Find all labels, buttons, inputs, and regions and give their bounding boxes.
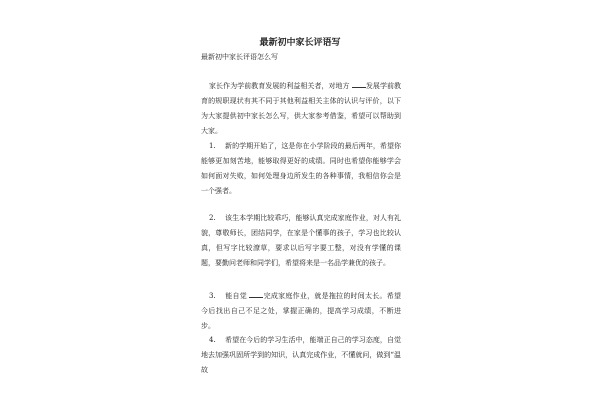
document-subtitle: 最新初中家长评语怎么写 [201,53,278,61]
list-item [201,139,401,199]
intro-text-a: 家长作为学前教育发展的利益相关者，对地方 [209,82,350,90]
item-text-a: 能自觉 [225,292,247,300]
item-number: 1. [209,142,216,150]
list-item [201,211,401,271]
item-number: 2. [209,214,216,222]
fill-blank-line [249,291,263,298]
list-item [201,333,401,378]
intro-paragraph [201,79,401,139]
list-item [201,289,401,334]
document-title: 最新初中家长评语写 [259,38,341,48]
intro-text-b: 发展学前教育的规职现状有其不同于其他利益相关主体的认识与评价，以下为大家提供初中家长怎么写，供大家参考借鉴，希望可以帮助到大家。 [201,82,402,135]
item-number: 3. [209,292,216,300]
item-text: 新的学期开始了，这是你在小学阶段的最后两年，希望你能够更加刻苦地，能够取得更好的成绩。同时也希望你能够学会如何面对失败，如何处理身边所发生的各种事情，我相信你会是一个强者。 [201,142,401,195]
fill-blank-line [352,81,366,88]
item-text-b: 完成家庭作业，就是拖拉的时间太长。希望今后找出自己不足之处，掌握正确的，提高学习成绩，不断进步。 [201,292,402,330]
item-number: 4. [209,336,216,344]
item-text: 希望在今后的学习生活中，能端正自己的学习态度，自觉地去加强巩固所学到的知识，认真完成作业，不懂就问，做到“温故 [201,336,401,374]
item-text: 该生本学期比较乖巧，能够认真完成家庭作业，对人有礼貌，尊敬师长，团结同学，在家是个懂事的孩子，学习也比较认真，但写字比较潦草，要求以后写字要工整，对没有学懂的课题，要勤问老师和同学们，希望将来是一名品学兼优的孩子。 [201,214,401,267]
